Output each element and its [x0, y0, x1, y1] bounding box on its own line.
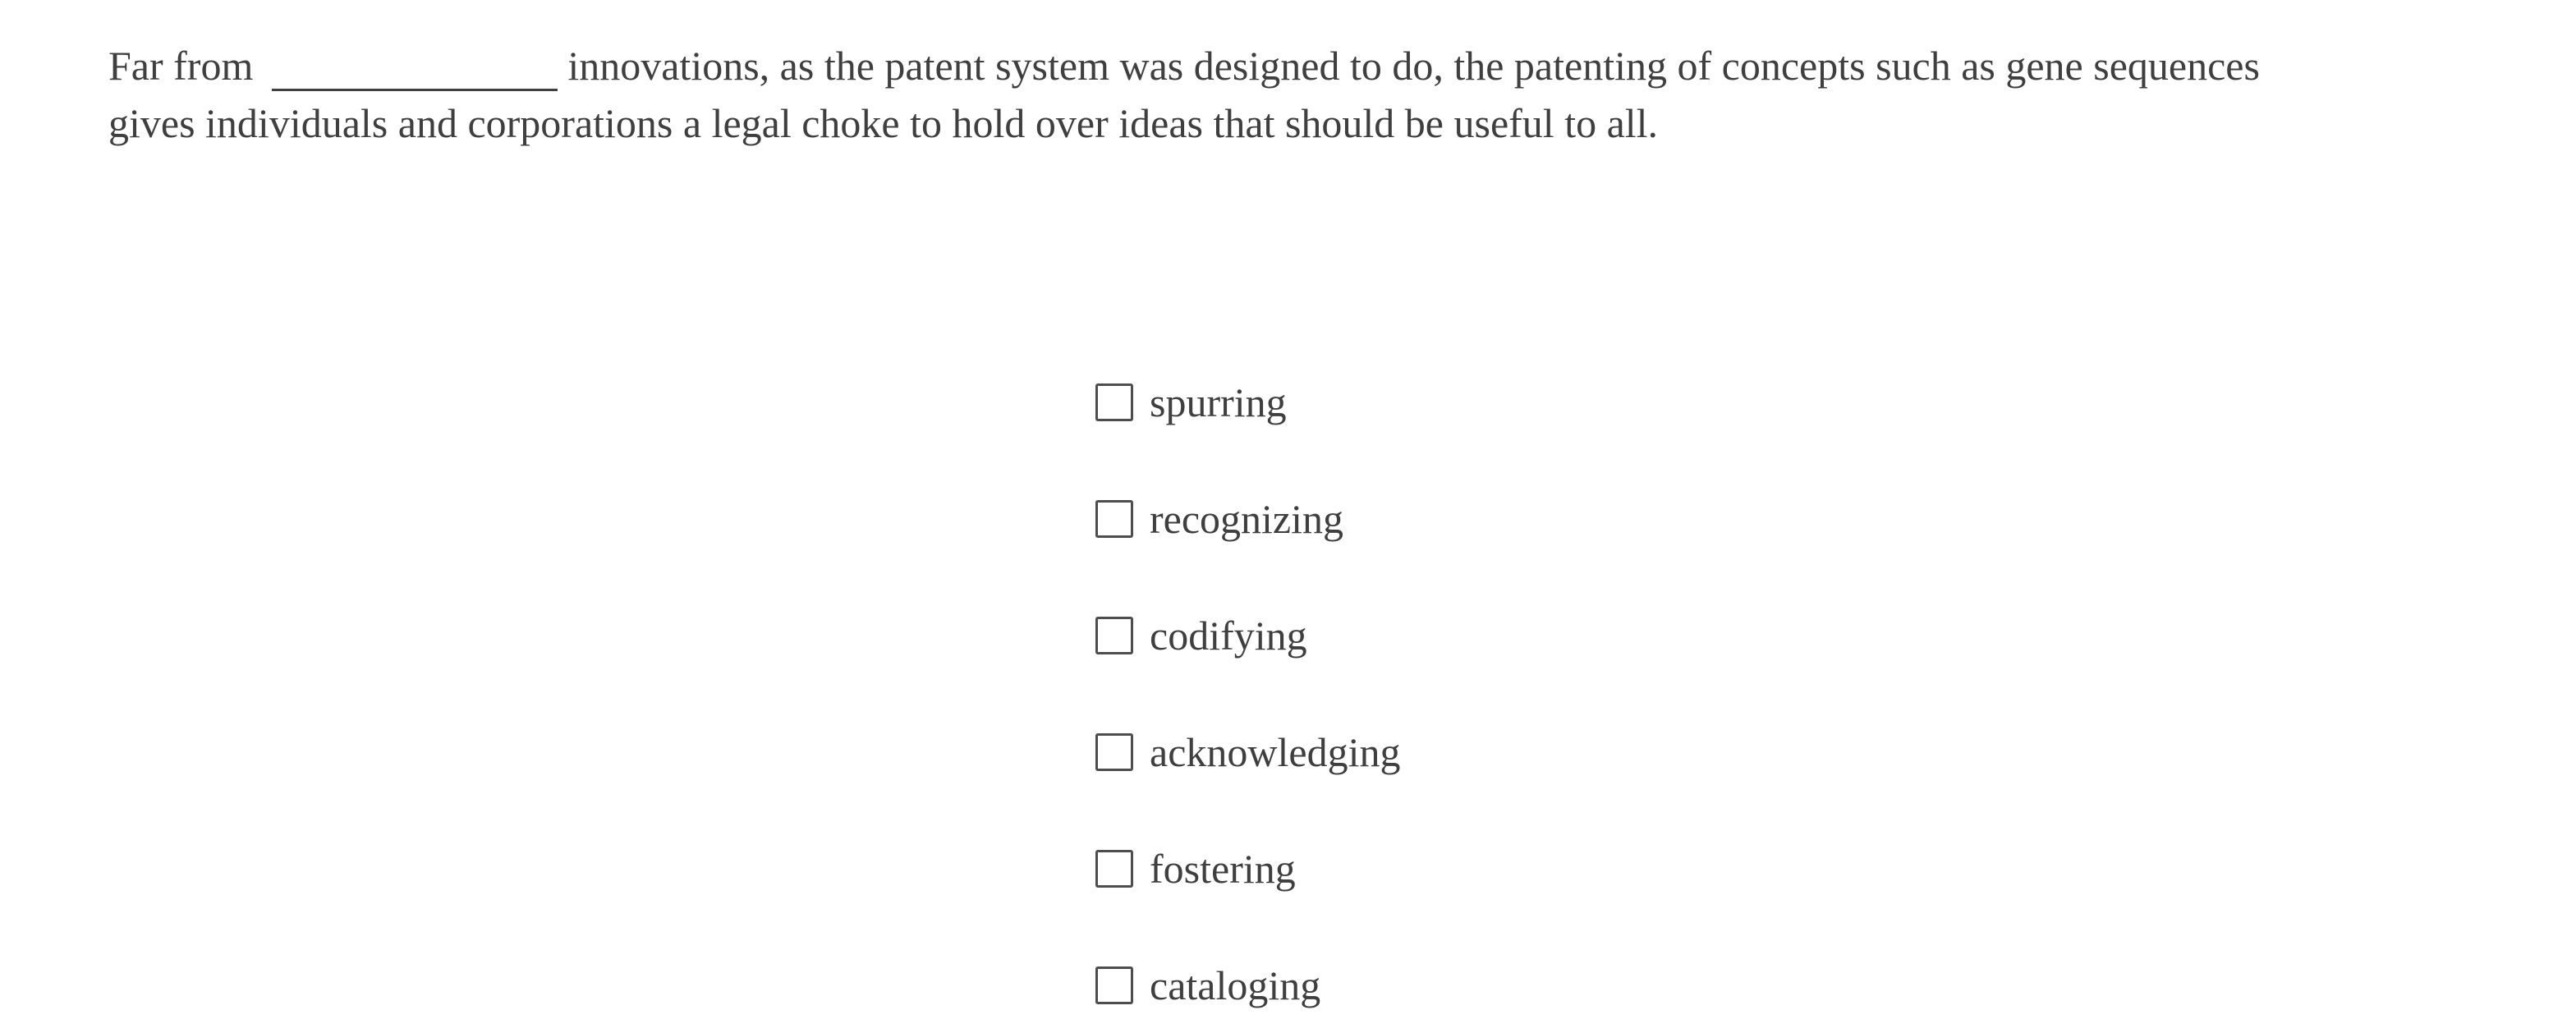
answer-blank	[272, 77, 558, 91]
option-label-fostering[interactable]: fostering	[1150, 846, 1296, 892]
question-line1-after-blank: innovations, as the patent system was designed to do, the patenting of concepts such as gene sequences	[567, 43, 2260, 89]
answer-options	[1095, 379, 1401, 1008]
option-checkbox-cataloging[interactable]	[1095, 966, 1133, 1004]
option-checkbox-fostering[interactable]	[1095, 850, 1133, 888]
option-row	[1095, 613, 1400, 659]
option-row	[1095, 379, 1400, 425]
option-checkbox-acknowledging[interactable]	[1095, 733, 1133, 771]
option-row	[1095, 846, 1400, 892]
option-label-cataloging[interactable]: cataloging	[1150, 962, 1321, 1008]
question-line1-before-blank: Far from	[108, 43, 254, 89]
option-label-codifying[interactable]: codifying	[1150, 613, 1307, 659]
option-row	[1095, 496, 1400, 542]
option-row	[1095, 729, 1401, 775]
option-row	[1095, 962, 1400, 1008]
option-checkbox-recognizing[interactable]	[1095, 500, 1133, 538]
option-checkbox-spurring[interactable]	[1095, 383, 1133, 421]
option-label-acknowledging[interactable]: acknowledging	[1150, 729, 1401, 775]
option-label-spurring[interactable]: spurring	[1150, 379, 1287, 425]
option-checkbox-codifying[interactable]	[1095, 617, 1133, 654]
question-text	[108, 37, 2465, 152]
question-line2: gives individuals and corporations a legal choke to hold over ideas that should be useful to all.	[108, 100, 1659, 146]
option-label-recognizing[interactable]: recognizing	[1150, 496, 1344, 542]
